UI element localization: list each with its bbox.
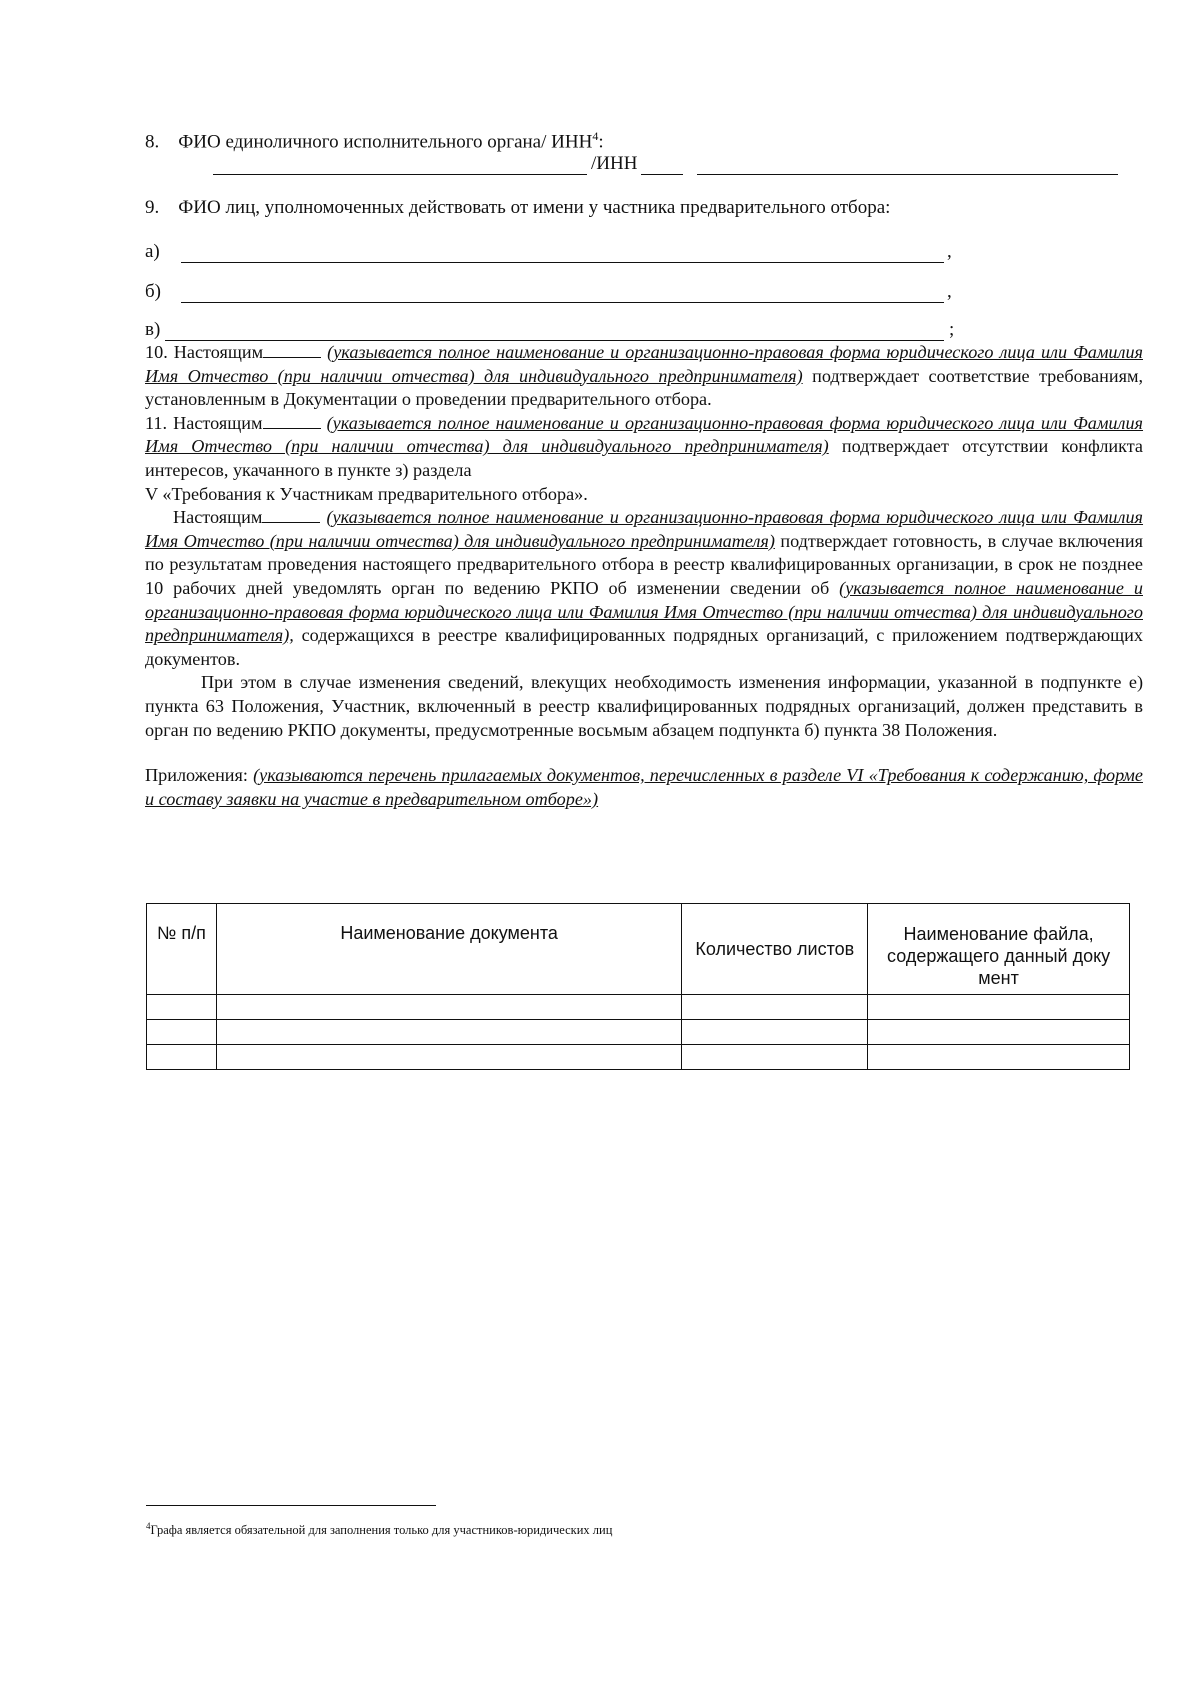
representative-a-blank[interactable]	[181, 240, 944, 263]
paragraph-readiness-hint-2: (указывается полное наименование и организационно-правовая форма юридического лица или Фамилия Имя Отчество (при наличии отчества) для индивидуального предпринимателя),	[145, 577, 1143, 646]
footnote	[146, 1518, 612, 1538]
paragraph-readiness-blank[interactable]	[262, 506, 320, 523]
footnote-ref: 4	[592, 129, 599, 143]
table-cell[interactable]	[682, 1020, 868, 1045]
representative-a-row	[145, 240, 952, 266]
representative-b-row	[145, 280, 952, 306]
table-cell[interactable]	[147, 1020, 217, 1045]
table-row	[147, 1020, 1130, 1045]
paragraph-11-rest: подтверждает отсутствии конфликта интересов, укачанного в пункте з) раздела	[145, 436, 1143, 480]
representative-v-blank[interactable]	[165, 318, 944, 341]
item-8-heading	[145, 124, 604, 154]
table-cell[interactable]	[868, 1045, 1130, 1070]
table-cell[interactable]	[682, 995, 868, 1020]
paragraph-10	[145, 341, 1143, 412]
attachments-paragraph	[145, 764, 1143, 811]
attachments-table	[146, 903, 1130, 1070]
table-cell[interactable]	[868, 995, 1130, 1020]
paragraph-11	[145, 412, 1143, 483]
header-number: № п/п	[147, 904, 217, 995]
paragraph-10-blank[interactable]	[263, 341, 321, 358]
representative-b-comma: ,	[947, 281, 952, 302]
paragraph-readiness-lead: Настоящим	[173, 507, 263, 528]
paragraph-readiness-rest: содержащихся в реестре квалифицированных подрядных организаций, с приложением подтверждающих документов.	[145, 625, 1143, 669]
paragraph-11-lead: 11. Настоящим	[145, 412, 263, 433]
declarations-body	[145, 341, 1143, 811]
table-cell[interactable]	[147, 995, 217, 1020]
attachments-hint: (указываются перечень прилагаемых документов, перечисленных в разделе VI «Требования к содержанию, форме и составу заявки на участие в предварительном отборе»)	[145, 765, 1143, 809]
table-cell[interactable]	[216, 995, 681, 1020]
paragraph-10-lead: 10. Настоящим	[145, 342, 264, 362]
paragraph-11-line2: V «Требования к Участникам предварительного отбора».	[145, 483, 588, 504]
representative-v-label: в)	[145, 319, 161, 340]
table-cell[interactable]	[682, 1045, 868, 1070]
paragraph-10-rest: подтверждает соответствие требованиям, установленным в Документации о проведении предварительного отбора.	[145, 365, 1143, 410]
table-row	[147, 1045, 1130, 1070]
table-cell[interactable]	[868, 1020, 1130, 1045]
director-inn-fill-line	[213, 152, 1118, 178]
inn-label: /ИНН	[591, 153, 638, 174]
item-8-colon: :	[598, 131, 604, 153]
representative-a-comma: ,	[947, 241, 952, 262]
representative-v-semicolon: ;	[949, 319, 955, 340]
table-cell[interactable]	[216, 1045, 681, 1070]
table-cell[interactable]	[147, 1045, 217, 1070]
table-cell[interactable]	[216, 1020, 681, 1045]
representative-a-label: а)	[145, 241, 160, 262]
paragraph-readiness-hint: (указывается полное наименование и организационно-правовая форма юридического лица или Фамилия Имя Отчество (при наличии отчества) для индивидуального предпринимателя)	[145, 507, 1144, 551]
header-document-name: Наименование документа	[216, 904, 681, 995]
paragraph-10-hint: (указывается полное наименование и организационно-правовая форма юридического лица или Фамилия Имя Отчество (при наличии отчества) для индивидуального предпринимателя)	[145, 342, 1143, 386]
item-9-heading: 9. ФИО лиц, уполномоченных действовать от имени у частника предварительного отбора:	[145, 197, 891, 218]
header-sheet-count: Количество листов	[682, 904, 868, 995]
director-name-blank[interactable]	[213, 152, 587, 175]
footnote-mark: 4	[146, 1521, 151, 1531]
paragraph-readiness	[145, 506, 1143, 671]
attachments-lead: Приложения:	[145, 765, 254, 786]
representative-b-blank[interactable]	[181, 280, 944, 303]
inn-blank-long[interactable]	[697, 152, 1118, 175]
footnote-divider	[146, 1505, 436, 1506]
table-header-row	[147, 904, 1130, 995]
paragraph-11-blank[interactable]	[263, 412, 321, 429]
inn-blank-short[interactable]	[641, 152, 683, 175]
footnote-text: Графа является обязательной для заполнения только для участников-юридических лиц	[150, 1523, 613, 1538]
paragraph-readiness-mid: подтверждает готовность, в случае включения по результатам проведения настоящего предварительного отбора в реестр квалифицированных организации, в срок не позднее 10 рабочих дней уведомлять орган по ведению РКПО об изменении сведении об	[145, 530, 1144, 598]
representative-b-label: б)	[145, 281, 161, 302]
paragraph-11-hint: (указывается полное наименование и организационно-правовая форма юридического лица или Фамилия Имя Отчество (при наличии отчества) для индивидуального предпринимателя)	[145, 412, 1144, 457]
item-8-text: 8. ФИО единоличного исполнительного органа/ ИНН	[145, 131, 593, 153]
header-file-name: Наименование файла, содержащего данный доку мент	[868, 904, 1130, 995]
table-row	[147, 995, 1130, 1020]
paragraph-changes: При этом в случае изменения сведений, влекущих необходимость изменения информации, указанной в подпункте е) пункта 63 Положения, Участник, включенный в реестр квалифицированных подрядных организаций, должен представить в орган по ведению РКПО документы, предусмотренные восьмым абзацем подпункта б) пункта 38 Положения.	[145, 672, 1143, 740]
